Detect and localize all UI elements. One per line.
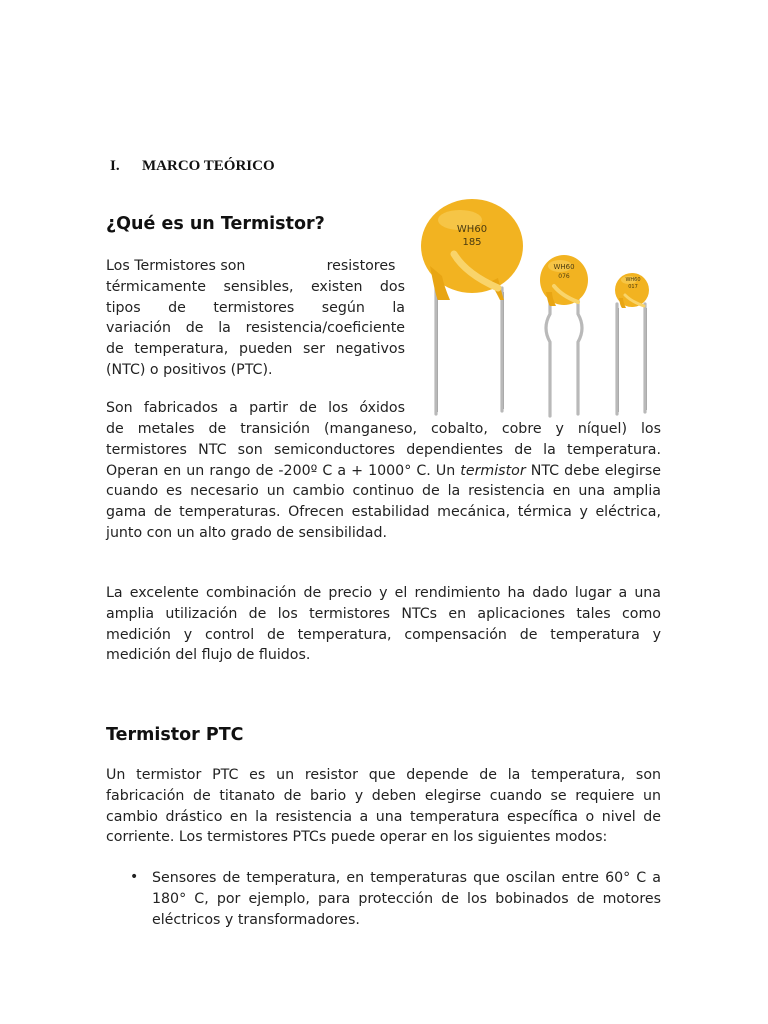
termistor-heading: ¿Qué es un Termistor? xyxy=(106,214,325,234)
thermistor-label: WH60 xyxy=(553,263,575,271)
thermistor-label: 017 xyxy=(628,284,638,290)
intro-line: tipos de termistores según la xyxy=(106,299,405,316)
thermistor-small xyxy=(615,273,649,308)
intro-line: (NTC) o positivos (PTC). xyxy=(106,361,273,378)
lead-wire xyxy=(578,296,582,414)
thermistor-label: 185 xyxy=(462,237,482,248)
ptc-heading: Termistor PTC xyxy=(106,725,244,745)
thermistor-label: WH60 xyxy=(625,277,641,283)
thermistor-label: 076 xyxy=(558,273,570,280)
fabricados-text-b: NTC debe elegirse cuando es necesario un cambio continuo de la resistencia en una amplia gama de temperaturas. Ofrecen estabilidad mecánica, térmica y eléctrica, junto con un alto grado de sensibilidad. xyxy=(106,462,661,541)
bullet-dot: • xyxy=(130,869,139,885)
ptc-paragraph: Un termistor PTC es un resistor que depende de la temperatura, son fabricación de titanato de bario y deben elegirse cuando se requiere un cambio drástico en la resistencia a una temperatura específica o nivel de corriente. Los termistores PTCs puede operar en los siguientes modos: xyxy=(106,767,661,846)
ptc-bullet-item: Sensores de temperatura, en temperaturas que oscilan entre 60° C a 180° C, por ejemplo, para protección de los bobinados de motores eléctricos y transformadores. xyxy=(152,870,661,928)
thermistor-large xyxy=(421,199,523,300)
fabricados-first-line: Son fabricados a partir de los óxidos xyxy=(106,400,405,416)
lead-wire xyxy=(546,296,550,416)
thermistor-label: WH60 xyxy=(456,224,488,235)
termistor-intro xyxy=(106,256,405,381)
fabricados-paragraph xyxy=(106,419,661,544)
fabricados-italic: termistor xyxy=(460,462,526,479)
intro-line: de temperatura, pueden ser negativos xyxy=(106,341,405,358)
intro-line: térmicamente sensibles, existen dos xyxy=(106,278,405,295)
thermistor-photo-icon xyxy=(414,196,666,418)
intro-line: Los Termistores son resistores xyxy=(106,258,396,274)
combinacion-paragraph: La excelente combinación de precio y el rendimiento ha dado lugar a una amplia utilización de los termistores NTCs en aplicaciones tales como medición y control de temperatura, compensación de temperatura y medición del flujo de fluidos. xyxy=(106,585,661,664)
section-heading xyxy=(110,158,275,175)
thermistor-medium xyxy=(540,255,588,306)
intro-line: variación de la resistencia/coeficiente xyxy=(106,320,405,337)
section-number: I. xyxy=(110,158,120,174)
fabricados-text-a: de metales de transición (manganeso, cobalto, cobre y níquel) los termistores NTC son semiconductores dependientes de la temperatura. Operan en un rango de -200º C a + 1000° C. Un xyxy=(106,421,661,479)
section-title: MARCO TEÓRICO xyxy=(142,158,275,174)
